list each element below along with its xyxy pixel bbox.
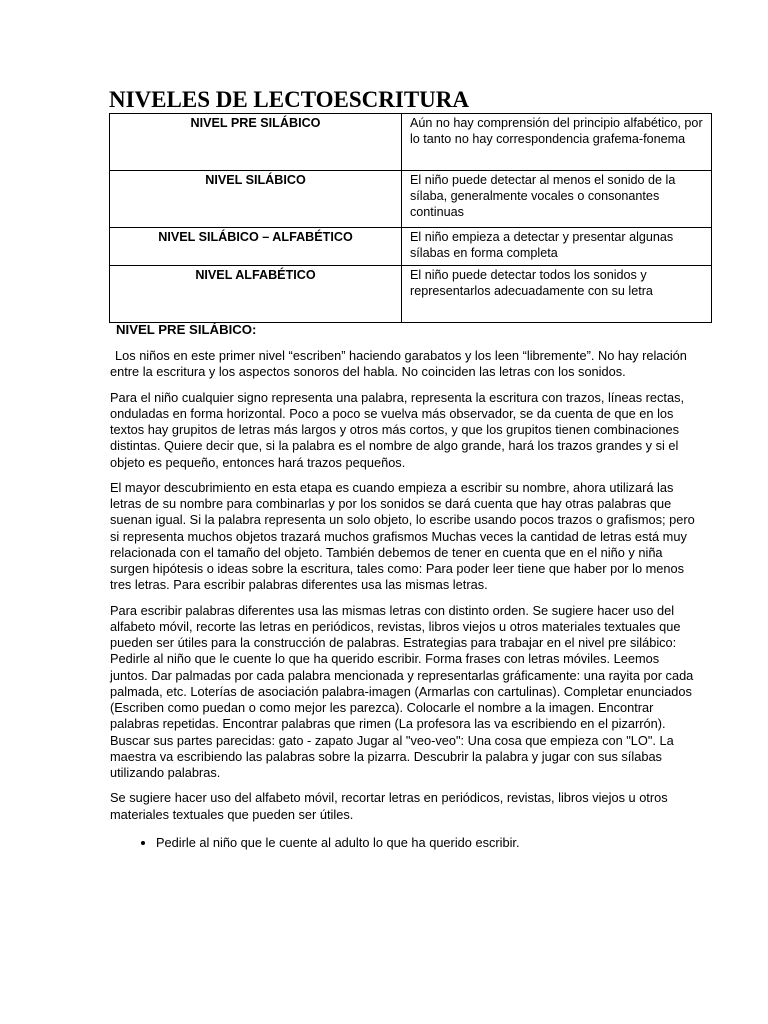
paragraph: Para el niño cualquier signo representa una palabra, representa la escritura con trazos, líneas rectas, onduladas en forma horizontal. Poco a poco se vuelva más observador, se da cuenta de que en los textos hay grupitos de letras más largos y otros más cortos, y que los grupitos tienen combinaciones distintas. Quiere decir que, si la palabra es el nombre de algo grande, hará los trazos grandes y si el objeto es pequeño, entonces hará trazos pequeños. xyxy=(110,389,685,470)
body-text xyxy=(110,348,700,851)
table-row xyxy=(110,266,712,323)
level-name: NIVEL SILÁBICO – ALFABÉTICO xyxy=(110,228,402,266)
level-description: El niño puede detectar al menos el sonido de la sílaba, generalmente vocales o consonantes continuas xyxy=(402,171,712,228)
level-name: NIVEL ALFABÉTICO xyxy=(110,266,402,323)
paragraph: Se sugiere hacer uso del alfabeto móvil, recortar letras en periódicos, revistas, libros viejos u otros materiales textuales que pueden ser útiles. xyxy=(110,790,668,822)
list-item: • Pedirle al niño que le cuente al adulto lo que ha querido escribir. xyxy=(156,835,700,851)
table-row xyxy=(110,171,712,228)
document-title: NIVELES DE LECTOESCRITURA xyxy=(109,87,470,112)
level-description: El niño puede detectar todos los sonidos y representarlos adecuadamente con su letra xyxy=(402,266,712,323)
level-description: El niño empieza a detectar y presentar algunas sílabas en forma completa xyxy=(402,228,712,266)
section-heading: NIVEL PRE SILÁBICO: xyxy=(116,322,257,337)
table-row xyxy=(110,114,712,171)
paragraph: Los niños en este primer nivel “escriben” haciendo garabatos y los leen “libremente”. No hay relación entre la escritura y los aspectos sonoros del habla. No coinciden las letras con los sonidos. xyxy=(110,348,687,380)
level-name: NIVEL PRE SILÁBICO xyxy=(110,114,402,171)
paragraph: Para escribir palabras diferentes usa las mismas letras con distinto orden. Se sugiere hacer uso del alfabeto móvil, recorte las letras en periódicos, revistas, libros viejos u otros materiales textuales que pueden ser útiles para la construcción de palabras. Estrategias para trabajar en el nivel pre silábico: Pedirle al niño que le cuente lo que ha querido escribir. Forma frases con letras móviles. Leemos juntos. Dar palmadas por cada palabra mencionada y representarlas gráficamente: una rayita por cada palmada, etc. Loterías de asociación palabra-imagen (Armarlas con cartulinas). Completar enunciados (Escriben como puedan o como mejor les parezca). Colocarle el nombre a la imagen. Encontrar palabras repetidas. Encontrar palabras que rimen (La profesora las va escribiendo en el pizarrón). Buscar sus partes parecidas: gato - zapato Jugar al "veo-veo": Una cosa que empieza con "LO". La maestra va escribiendo las palabras sobre la pizarra. Descubrir la palabra y jugar con sus sílabas utilizando palabras. xyxy=(110,602,694,780)
levels-table xyxy=(109,113,712,323)
level-name: NIVEL SILÁBICO xyxy=(110,171,402,228)
bullet-list xyxy=(110,835,700,851)
paragraph: El mayor descubrimiento en esta etapa es cuando empieza a escribir su nombre, ahora utilizará las letras de su nombre para combinarlas y por los sonidos se dará cuenta que hay otras palabras que suenan igual. Si la palabra representa un solo objeto, lo escribe usando pocos trazos o grafismos; pero si representa muchos objetos trazará muchos grafismos Muchas veces la cantidad de letras está muy relacionada con el tamaño del objeto. También debemos de tener en cuenta que en el niño y niña surgen hipótesis o ideas sobre la escritura, tales como: Para poder leer tiene que haber por lo menos tres letras. Para escribir palabras diferentes usa las mismas letras. xyxy=(110,479,695,593)
level-description: Aún no hay comprensión del principio alfabético, por lo tanto no hay correspondencia grafema-fonema xyxy=(402,114,712,171)
table-row xyxy=(110,228,712,266)
